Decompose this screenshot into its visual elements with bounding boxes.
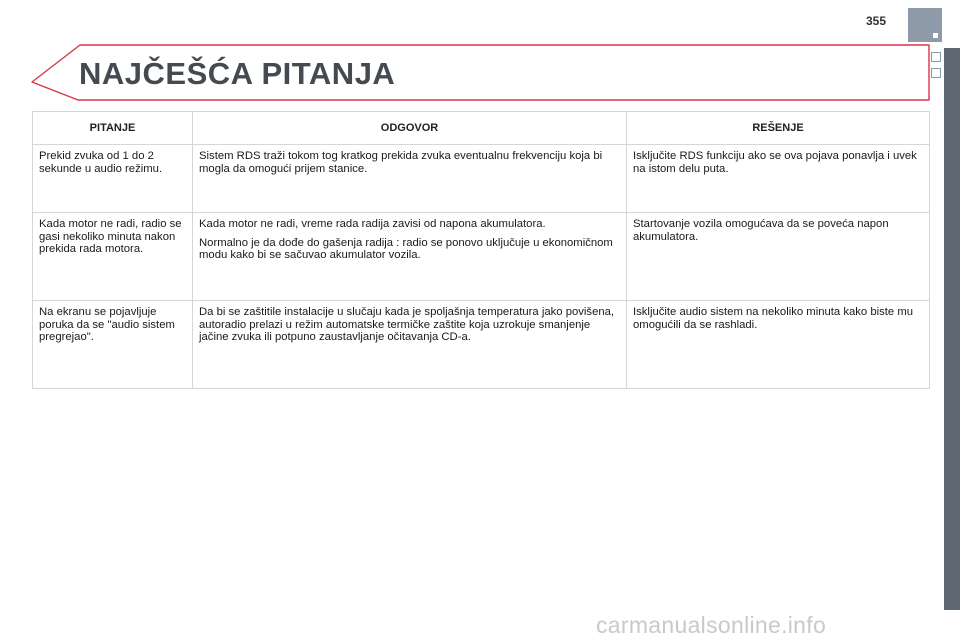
table-header-row xyxy=(33,112,930,145)
page-number: 355 xyxy=(866,14,887,28)
page-title: NAJČEŠĆA PITANJA xyxy=(79,56,396,91)
solution-cell: Isključite audio sistem na nekoliko minuta kako biste mu omogućili da se rashladi. xyxy=(627,301,930,389)
question-cell: Prekid zvuka od 1 do 2 sekunde u audio režimu. xyxy=(33,145,193,213)
corner-tab xyxy=(908,8,942,42)
solution-cell: Startovanje vozila omogućava da se poveća napon akumulatora. xyxy=(627,213,930,301)
header-odgovor: ODGOVOR xyxy=(193,112,627,145)
side-checkbox-1 xyxy=(931,52,941,62)
solution-cell: Isključite RDS funkciju ako se ova pojava ponavlja i uvek na istom delu puta. xyxy=(627,145,930,213)
table-row xyxy=(33,213,930,301)
header-resenje: REŠENJE xyxy=(627,112,930,145)
question-cell: Kada motor ne radi, radio se gasi nekoliko minuta nakon prekida rada motora. xyxy=(33,213,193,301)
side-bar xyxy=(944,48,960,610)
table-row xyxy=(33,145,930,213)
watermark: carmanualsonline.info xyxy=(596,612,827,638)
answer-cell xyxy=(193,301,627,389)
answer-cell xyxy=(193,213,627,301)
answer-paragraph: Normalno je da dođe do gašenja radija : radio se ponovo uključuje u ekonomičnom modu kako bi se sačuvao akumulator vozila. xyxy=(199,236,613,261)
answer-paragraph: Kada motor ne radi, vreme rada radija zavisi od napona akumulatora. xyxy=(199,218,546,230)
corner-tab-dot xyxy=(933,33,938,38)
answer-cell xyxy=(193,145,627,213)
header-pitanje: PITANJE xyxy=(33,112,193,145)
side-checkbox-2 xyxy=(931,68,941,78)
faq-table xyxy=(32,111,930,389)
answer-paragraph: Da bi se zaštitile instalacije u slučaju kada je spoljašnja temperatura jako povišena, autoradio prelazi u režim automatske termičke zaštite koja uzrokuje smanjenje jačine zvuka ili potpuno zaustavljanje očitavanja CD-a. xyxy=(199,306,615,343)
table-row xyxy=(33,301,930,389)
question-cell: Na ekranu se pojavljuje poruka da se "audio sistem pregrejao". xyxy=(33,301,193,389)
answer-paragraph: Sistem RDS traži tokom tog kratkog prekida zvuka eventualnu frekvenciju koja bi mogla da omogući prijem stanice. xyxy=(199,150,603,175)
